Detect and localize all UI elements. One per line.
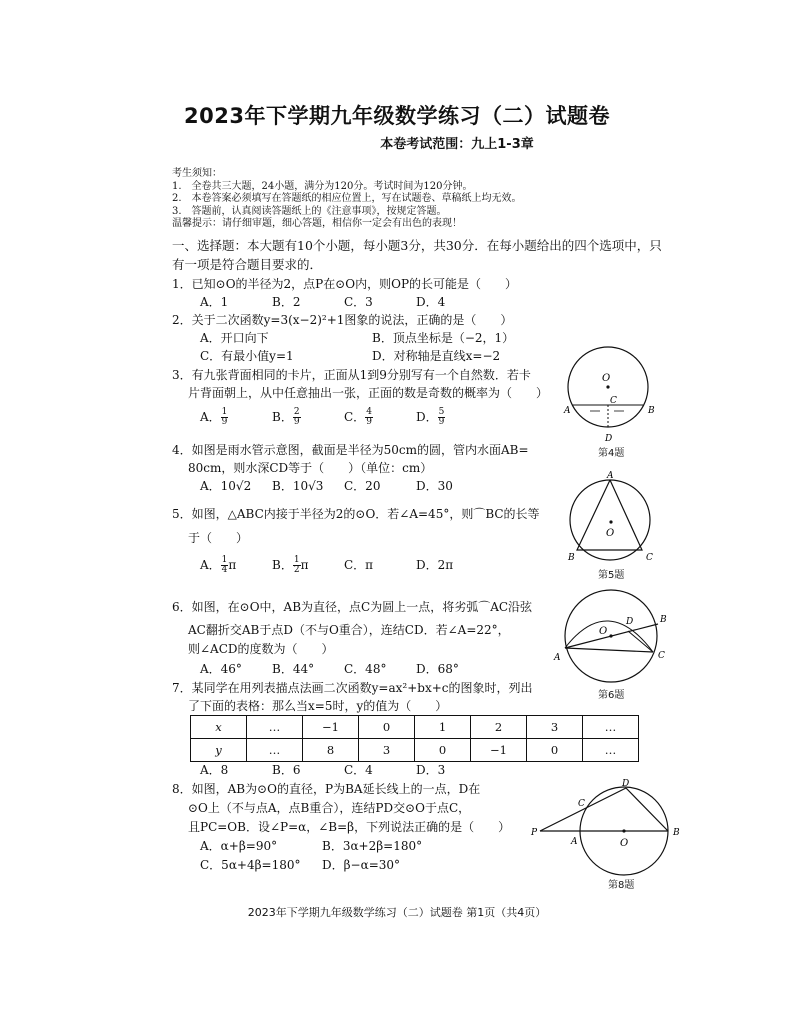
question-4-stem: 80cm，则水深CD等于（ ）（单位：cm） [188,461,433,475]
label-o: O [606,528,615,539]
table-cell: 2 [471,716,527,739]
option [344,408,416,427]
table-cell: … [583,716,639,739]
segment-cd [628,631,653,652]
numerator: 4 [366,407,372,417]
value-table [190,715,639,762]
option: D．30 [416,479,453,493]
pi-symbol: π [300,558,309,572]
page-footer: 2023年下学期九年级数学练习（二）试题卷 第1页（共4页） [247,906,547,919]
center-point [622,829,625,832]
segment-db [626,788,668,831]
denominator: 4 [221,565,228,575]
numerator: 5 [438,407,445,417]
question-5-stem: 5．如图，△ABC内接于半径为2的⊙O．若∠A=45°，则⌒BC的长等 [172,507,540,521]
table-cell: −1 [471,739,527,762]
option: D．β−α=30° [322,858,401,872]
option: C．有最小值y=1 [200,349,294,363]
table-row [191,739,639,762]
question-8-stem: ⊙O上（不与点A，点B重合），连结PD交⊙O于点C， [188,801,471,815]
label-o: O [620,838,629,849]
option: C．48° [344,662,387,676]
label-d: D [605,434,613,444]
label-d: D [626,617,634,627]
figure-5-caption: 第5题 [598,570,625,581]
option [416,408,445,427]
denominator: 9 [293,417,300,427]
line-pd [540,788,626,831]
option [272,556,344,575]
label-a: A [554,653,561,663]
label-o: O [599,626,608,637]
figure-4-diagram [560,345,660,455]
label-d: D [622,779,630,789]
option: C．20 [344,479,381,493]
fraction [293,408,301,427]
option-label: A． [200,558,221,572]
question-7-stem: 7．某同学在用列表描点法画二次函数y=ax²+bx+c的图象时，列出 [172,681,533,695]
question-1-stem: 1．已知⊙O的半径为2，点P在⊙O内，则OP的长可能是（ ） [172,277,518,291]
option-label: B． [272,410,293,424]
question-6-stem: AC翻折交AB于点D（不与O重合），连结CD．若∠A=22°， [188,623,510,637]
table-cell: −1 [303,716,359,739]
denominator: 9 [221,417,228,427]
table-cell: 1 [415,716,471,739]
question-8-stem: 8．如图，AB为⊙O的直径，P为BA延长线上的一点，D在 [172,782,481,796]
section-heading: 一、选择题：本大题有10个小题，每小题3分，共30分．在每小题给出的四个选项中，只有一项是符合题目要求的． [172,238,662,272]
figure-8-diagram [528,776,688,876]
table-cell: 0 [359,716,415,739]
question-8-options [200,837,422,855]
question-4-options [200,477,453,495]
option: C．4 [344,763,373,777]
option: D．2π [416,558,454,572]
denominator: 9 [438,417,445,427]
question-7-options [200,761,445,779]
option: B．2 [272,295,301,309]
figure-8-caption: 第8题 [608,880,635,891]
fraction [438,408,446,427]
triangle-abc [577,480,642,550]
label-b: B [673,828,680,838]
option: A．8 [200,763,229,777]
notes-item: 1. 全卷共三大题，24小题，满分为120分。考试时间为120分钟。 [172,180,473,192]
table-row [191,716,639,739]
option [200,408,272,427]
option: B．3α+2β=180° [322,839,423,853]
denominator: 9 [366,417,372,427]
fraction [221,408,229,427]
table-cell: … [583,739,639,762]
question-8-stem: 且PC=OB．设∠P=α，∠B=β，下列说法正确的是（ ） [188,820,511,834]
table-cell: x [191,716,247,739]
option: A．开口向下 [200,331,269,345]
label-b: B [568,553,575,563]
label-c: C [610,396,617,406]
option: A．46° [200,662,242,676]
page-title: 2023年下学期九年级数学练习（二）试题卷 [184,104,610,128]
figure-6-caption: 第6题 [598,690,625,701]
notes-tip: 温馨提示：请仔细审题，细心答题，相信你一定会有出色的表现！ [172,218,462,229]
table-cell: 3 [527,716,583,739]
exam-notes [172,168,592,231]
label-o: O [602,373,611,384]
option [272,408,344,427]
question-6-options [200,660,459,678]
option-label: A． [200,410,221,424]
fraction [365,408,373,427]
option: D．3 [416,763,446,777]
table-cell: 0 [415,739,471,762]
question-4-stem: 4．如图是雨水管示意图，截面是半径为50cm的圆，管内水面AB= [172,443,529,457]
label-a: A [607,471,614,481]
circle [570,480,650,560]
option: C．π [344,558,374,572]
numerator: 1 [221,407,228,417]
option: A．1 [200,295,229,309]
center-point [609,520,612,523]
label-p: P [531,828,538,838]
option: B．顶点坐标是（−2，1） [372,331,515,345]
option: B．6 [272,763,301,777]
center-point [606,385,609,388]
table-cell: 3 [359,739,415,762]
denominator: 2 [293,565,300,575]
label-a: A [571,837,578,847]
question-3-options [200,408,445,427]
option: D．68° [416,662,459,676]
chord-ac [565,648,653,652]
option: D．4 [416,295,446,309]
option: A．α+β=90° [200,839,278,853]
option-label: D． [416,410,438,424]
label-c: C [658,651,665,661]
question-3-stem: 3．有九张背面相同的卡片，正面从1到9分别写有一个自然数．若卡 [172,368,531,382]
notes-item: 2. 本卷答案必须填写在答题纸的相应位置上，写在试题卷、草稿纸上均无效。 [172,193,522,204]
exam-scope: 本卷考试范围：九上1-3章 [380,137,534,152]
pi-symbol: π [228,558,237,572]
numerator: 2 [293,407,300,417]
fraction [293,556,301,575]
numerator: 1 [221,555,228,565]
figure-5-diagram [560,470,660,566]
notes-heading: 考生须知： [172,168,222,179]
question-6-stem: 则∠ACD的度数为（ ） [188,642,334,656]
question-5-options [200,556,453,575]
option: D．对称轴是直线x=−2 [372,349,501,363]
option [200,556,272,575]
question-1-options [200,293,445,311]
question-5-stem: 于（ ） [188,531,249,545]
option-label: C． [344,410,366,424]
center-point [609,634,612,637]
table-cell: … [247,716,303,739]
question-8-options [200,856,400,874]
figure-4-caption: 第4题 [598,448,625,459]
option: C．3 [344,295,373,309]
question-2-options [200,329,514,347]
option-label: B． [272,558,293,572]
label-b: B [648,406,655,416]
figure-6-diagram [548,586,673,686]
option: A．10√2 [200,479,252,493]
question-3-stem: 片背面朝上，从中任意抽出一张，正面的数是奇数的概率为（ ） [188,386,549,400]
label-b: B [660,615,667,625]
label-c: C [646,553,653,563]
numerator: 1 [293,555,300,565]
notes-item: 3. 答题前，认真阅读答题纸上的《注意事项》，按规定答题。 [172,205,447,217]
question-2-stem: 2．关于二次函数y=3(x−2)²+1图象的说法，正确的是（ ） [172,313,513,327]
table-cell: 8 [303,739,359,762]
table-cell: … [247,739,303,762]
table-cell: y [191,739,247,762]
option: B．44° [272,662,315,676]
label-c: C [578,799,585,809]
question-2-options [200,347,500,365]
table-cell: 0 [527,739,583,762]
question-7-stem: 了下面的表格：那么当x=5时，y的值为（ ） [188,699,448,713]
option: B．10√3 [272,479,324,493]
question-6-stem: 6．如图，在⊙O中，AB为直径，点C为圆上一点，将劣弧⌒AC沿弦 [172,600,533,614]
option: C．5α+4β=180° [200,858,301,872]
label-a: A [564,406,571,416]
